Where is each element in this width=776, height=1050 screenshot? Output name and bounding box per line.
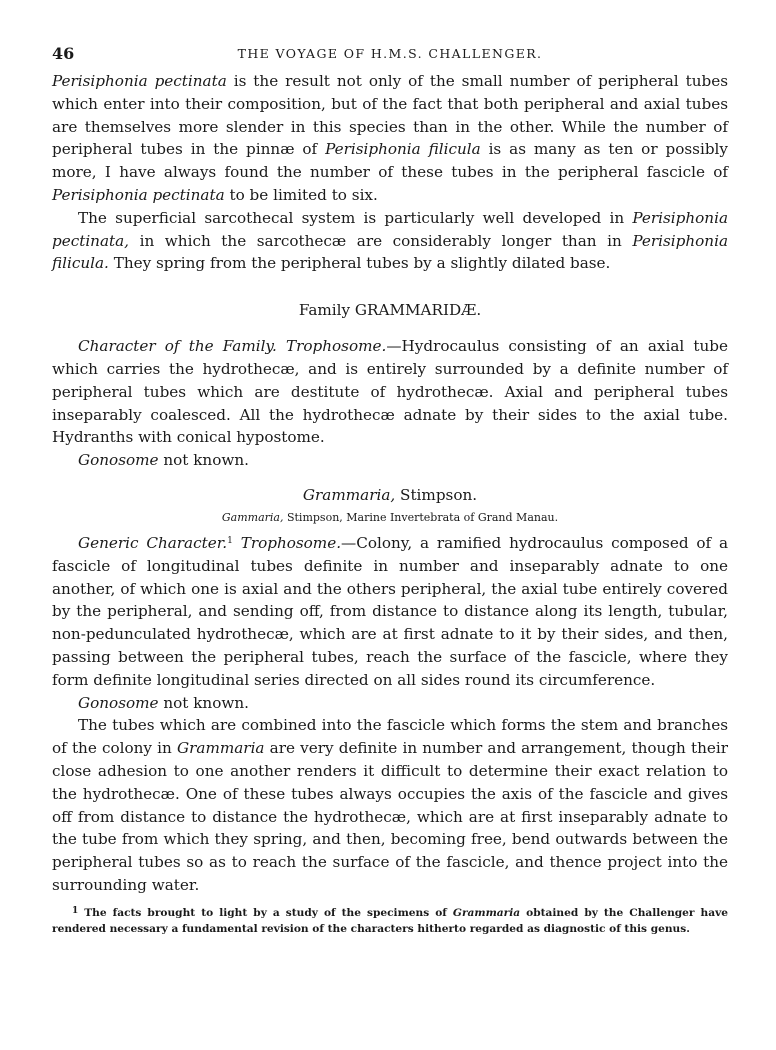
footnote — [52, 905, 728, 937]
family-heading: Family GRAMMARIDÆ. — [298, 301, 482, 320]
page-header — [52, 44, 728, 70]
paragraph-text: are very definite in number and arrangement, though their close adhesion to one another renders it difficult to determine their exact relation to the hydrothecæ. One of these tubes always occupies the axis of the fascicle and gives off from distance to distance the hydrothecæ, which are at first inseparably adnate to the tube from which they spring, and then, becoming free, bend outwards between the peripheral tubes so as to reach the surface of the fascicle, and thence project into the surrounding water. — [52, 739, 728, 894]
taxon-name: Perisiphonia pectinata — [52, 185, 225, 204]
section-label: Generic Character. — [78, 533, 228, 552]
paragraph-text: —Hydrocaulus consisting of an axial tube which carries the hydrothecæ, and is entirely surrounded by a definite number of peripheral tubes which are destitute of hydrothecæ. Axial and peripheral tubes inseparably coalesced. All the hydrothecæ adnate by their sides to the axial tube. Hydranths with conical hypostome. — [52, 337, 728, 447]
section-label: Trophosome. — [286, 337, 387, 356]
taxon-name: Perisiphonia filicula — [325, 140, 481, 159]
paragraph-text: —Colony, a ramified hydrocaulus composed of a fascicle of longitudinal tubes definite in number and inseparably adnate to one another, of which one is axial and the others peripheral, the axial tube entirely covered by the peripheral, and sending off, from distance to distance along its length, tubular, non-pedunculated hydrothecæ, which are at first adnate to it by their sides, and then, passing between the peripheral tubes, reach the surface of the fascicle, where they form definite longitudinal series directed on all sides round its circumference. — [52, 533, 729, 689]
paragraph-family-character — [52, 335, 728, 449]
paragraph-1 — [52, 70, 728, 207]
footnote-text: The facts brought to light by a study of the specimens of — [78, 906, 453, 919]
paragraph-family-gonosome — [52, 449, 728, 472]
taxon-name: Perisiphonia filicula. — [52, 231, 728, 273]
footnote-marker: 1 — [227, 535, 233, 546]
reference-genus: Gammaria, — [221, 510, 284, 524]
taxon-name: Grammaria — [177, 739, 265, 758]
section-label: Trophosome. — [240, 533, 342, 552]
paragraph-text: The superficial sarcothecal system is particularly well developed in — [78, 208, 633, 227]
taxon-name: Grammaria — [452, 906, 521, 919]
paragraph-text: The tubes which are combined into the fascicle which forms the stem and branches of the colony in — [52, 716, 728, 758]
paragraph-text: not known. — [158, 451, 249, 470]
taxon-name: Perisiphonia pectinata — [52, 72, 227, 90]
document-body — [52, 70, 728, 937]
paragraph-text: is as many as ten or possibly more, I have always found the number of these tubes in the peripheral fascicle of — [52, 140, 728, 182]
section-label: Gonosome — [78, 451, 159, 470]
paragraph-2 — [52, 207, 728, 275]
paragraph-text: in which the sarcothecæ are considerably longer than in — [129, 231, 633, 250]
genus-heading — [52, 484, 728, 506]
reference-text: Stimpson, Marine Invertebrata of Grand Manau. — [283, 510, 559, 524]
footnote-number: 1 — [72, 905, 79, 916]
genus-author: Stimpson. — [395, 485, 478, 504]
document-page — [52, 44, 728, 937]
paragraph-text: to be limited to six. — [224, 185, 378, 204]
section-label: Character of the Family. — [78, 337, 277, 356]
paragraph-text: not known. — [158, 693, 249, 712]
paragraph-text: is the result not only of the small number of peripheral tubes which enter into their composition, but of the fact that both peripheral and axial tubes are themselves more slender in this species than in the other. While the number of peripheral tubes in the pinnæ of — [52, 72, 729, 159]
page-number: 46 — [52, 44, 75, 63]
footnote-text: obtained by the Challenger have rendered necessary a fundamental revision of the characters hitherto regarded as diagnostic of this genus. — [52, 906, 729, 935]
section-label: Gonosome — [78, 693, 159, 712]
paragraph-generic-gonosome — [52, 692, 728, 715]
running-title: THE VOYAGE OF H.M.S. CHALLENGER. — [237, 46, 543, 61]
paragraph-text: They spring from the peripheral tubes by a slightly dilated base. — [108, 254, 611, 273]
genus-reference — [52, 510, 728, 526]
genus-name: Grammaria, — [302, 485, 396, 504]
paragraph-generic-character — [52, 532, 728, 692]
paragraph-tubes — [52, 714, 728, 896]
taxon-name: Perisiphonia pectinata, — [52, 208, 728, 250]
